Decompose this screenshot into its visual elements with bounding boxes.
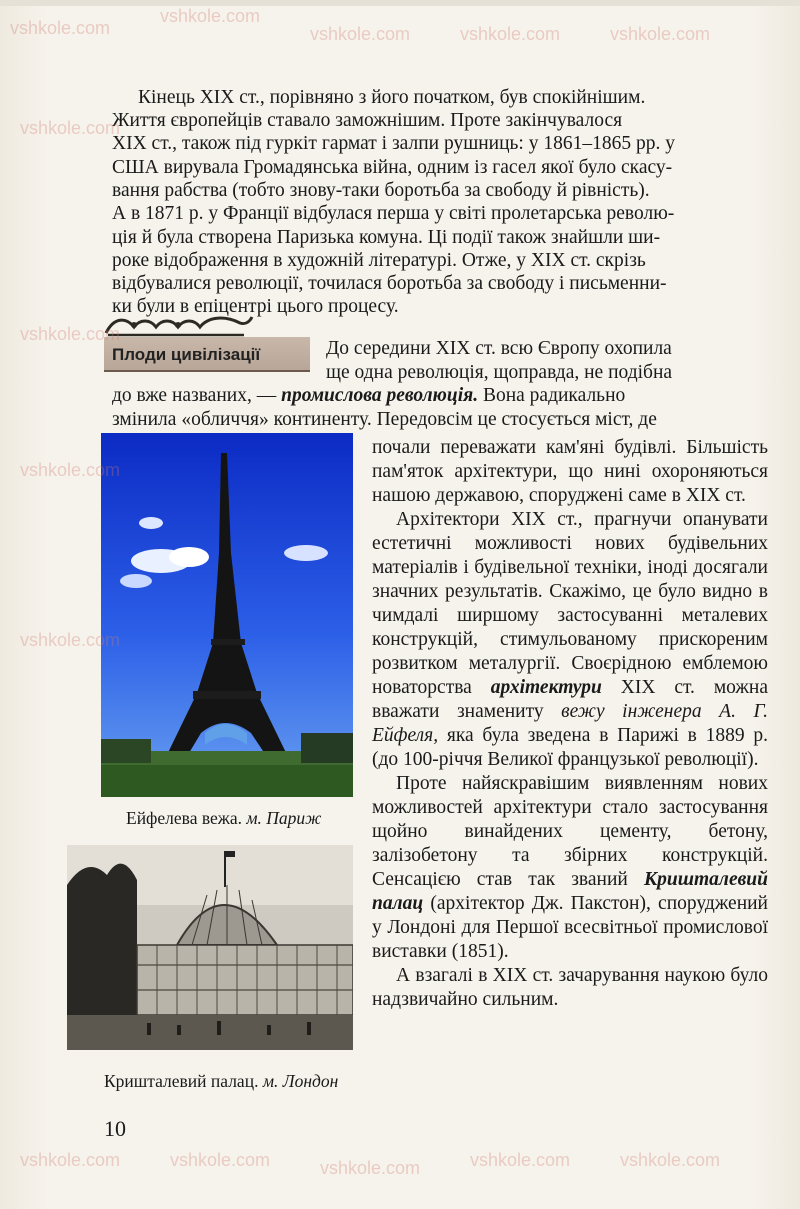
crystal-palace-photo: [67, 845, 353, 1050]
column-paragraph: Архітектори XIX ст., прагнучи опанувати естетичні можливості нових будівельних матеріалів і будівельної техніки, іноді досягали значних результатів. Скажімо, це було видно в чимдалі ширшому застосуванні металевих конструкцій, стимульованому прискореним розвитком металургії. Своєрідною емблемою новаторства архітектури XIX ст. можна вважати знамениту вежу інженера А. Г. Ейфеля, яка була зведена в Парижі в 1889 р. (до 100-річчя Великої французької революції).: [372, 509, 768, 770]
watermark: vshkole.com: [160, 6, 261, 26]
section-line: ще одна революція, щоправда, не подібна: [326, 362, 673, 383]
watermark: vshkole.com: [10, 18, 111, 38]
watermark: vshkole.com: [20, 630, 121, 650]
watermark: vshkole.com: [20, 118, 121, 138]
watermark: vshkole.com: [470, 1150, 571, 1170]
right-column: [372, 436, 768, 1012]
watermark: vshkole.com: [20, 1150, 121, 1170]
section-line: змінила «обличчя» континенту. Передовсім це стосується міст, де: [112, 409, 657, 430]
watermark: vshkole.com: [310, 24, 411, 44]
section-heading: [104, 313, 312, 375]
watermark: vshkole.com: [460, 24, 561, 44]
column-paragraph: А взагалі в XIX ст. зачарування наукою було надзвичайно сильним.: [372, 965, 768, 1010]
emphasis-term: вежу інженера А. Г. Ейфеля,: [372, 701, 768, 746]
intro-line: А в 1871 р. у Франції відбулася перша у світі пролетарська револю-: [112, 203, 675, 224]
section-line: до вже названих, — промислова революція. Вона радикально: [112, 385, 626, 406]
intro-line: XIX ст., також під гуркіт гармат і залпи рушниць: у 1861–1865 рр. у: [112, 133, 675, 154]
emphasis-term: архітектури: [490, 677, 602, 698]
page-number: 10: [104, 1116, 126, 1141]
watermark: vshkole.com: [610, 24, 711, 44]
section-heading-label: Плоди цивілізації: [104, 337, 310, 372]
emphasis-term: Кришталевий палац: [372, 869, 768, 914]
intro-line: вання рабства (тобто знову-таки боротьба за свободу й рівність).: [112, 180, 650, 201]
intro-line: роке відображення в художній літературі. Отже, у XIX ст. скрізь: [112, 250, 646, 271]
intro-line: ки були в епіцентрі цього процесу.: [112, 296, 399, 317]
intro-line: ція й була створена Паризька комуна. Ці події також знайшли ши-: [112, 227, 661, 248]
intro-line: відбувалися революції, точилася боротьба за свободу і письменни-: [112, 273, 667, 294]
intro-line: Кінець XIX ст., порівняно з його початком, був спокійнішим.: [138, 87, 646, 108]
eiffel-caption: Ейфелева вежа. м. Париж: [126, 808, 322, 828]
watermark: vshkole.com: [20, 460, 121, 480]
watermark: vshkole.com: [20, 324, 121, 344]
emphasis-term: промислова революція.: [281, 385, 479, 406]
palace-caption: Кришталевий палац. м. Лондон: [104, 1071, 339, 1091]
column-paragraph: почали переважати кам'яні будівлі. Більшість пам'яток архітектури, що нині охороняються нашою державою, споруджені саме в XIX ст.: [372, 437, 768, 506]
column-paragraph: Проте найяскравішим виявленням нових можливостей архітектури стало застосування щойно винайдених цементу, бетону, залізобетону та збірних конструкцій. Сенсацією став так званий Кришталевий палац (архітектор Дж. Пакстон), споруджений у Лондоні для Першої всесвітньої промислової виставки (1851).: [372, 773, 768, 962]
intro-line: Життя європейців ставало заможнішим. Проте закінчувалося: [112, 110, 623, 131]
watermark: vshkole.com: [170, 1150, 271, 1170]
watermark: vshkole.com: [320, 1158, 421, 1178]
ornament-icon: [104, 313, 254, 339]
eiffel-tower-photo: [101, 433, 353, 797]
section-line: До середини XIX ст. всю Європу охопила: [326, 338, 672, 359]
intro-line: США вирувала Громадянська війна, одним із гасел якої було скасу-: [112, 157, 673, 178]
top-edge: [0, 0, 800, 6]
watermark: vshkole.com: [620, 1150, 721, 1170]
